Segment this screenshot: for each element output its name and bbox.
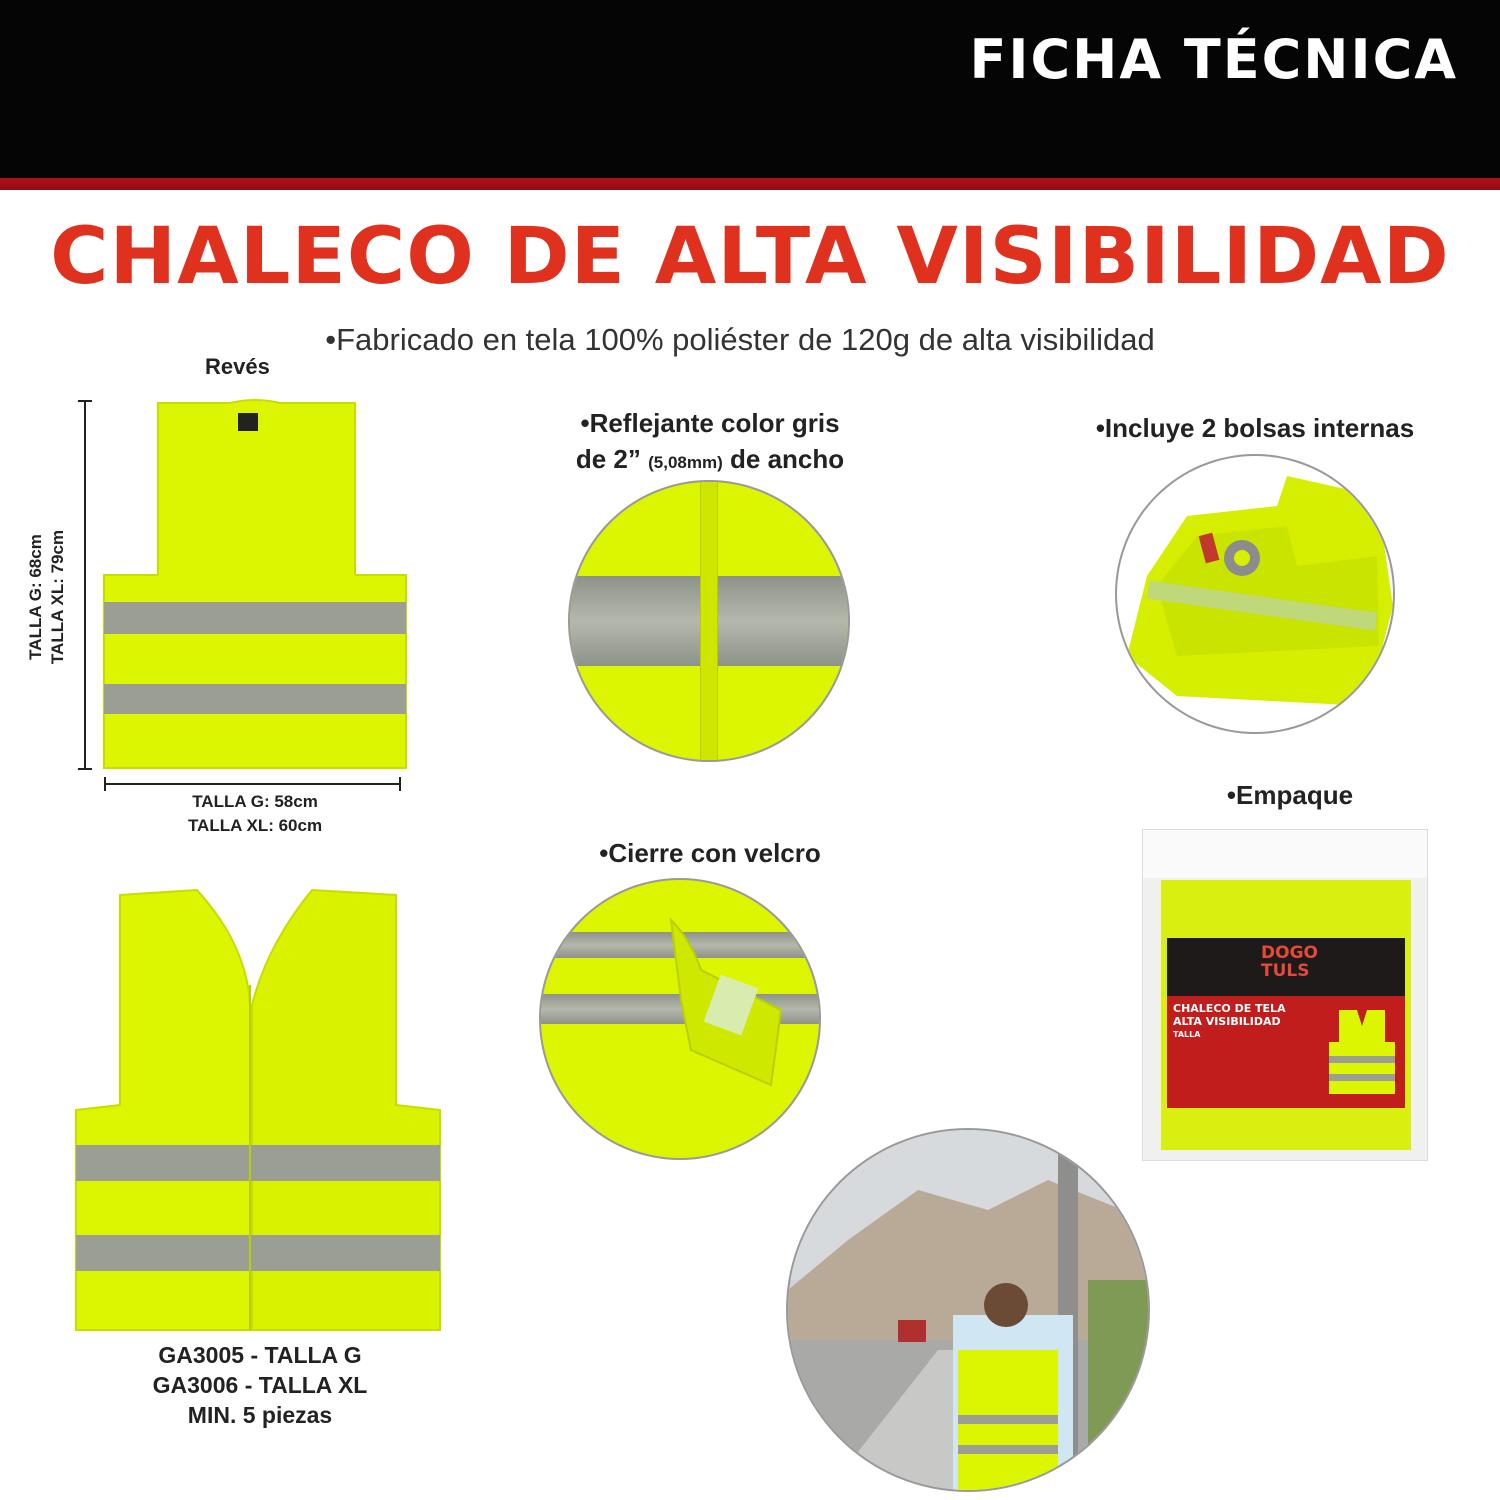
- height-labels: [25, 502, 69, 692]
- reflective-detail-circle: [570, 482, 848, 760]
- height-dimension-cap-top: [78, 400, 92, 402]
- vest-front-image: [72, 885, 444, 1333]
- header-red-stripe: [0, 178, 1500, 190]
- width-dimension-line: [104, 783, 401, 785]
- width-label-g: TALLA G: 58cm: [192, 792, 318, 811]
- reflective-width-inches: de 2”: [575, 444, 641, 474]
- width-dimension-cap-left: [104, 777, 106, 791]
- package-product-line2: ALTA VISIBILIDAD: [1173, 1015, 1281, 1028]
- package-brand-line1: DOGO: [1261, 943, 1318, 963]
- package-brand-band: [1167, 938, 1405, 996]
- model-size-g: GA3005 - TALLA G: [158, 1342, 362, 1368]
- velcro-caption: •Cierre con velcro: [599, 838, 821, 868]
- width-label-xl: TALLA XL: 60cm: [187, 816, 323, 835]
- reflective-caption-line2: [520, 441, 900, 481]
- reflective-caption-line1: •Reflejante color gris: [580, 408, 840, 438]
- height-dimension-line: [84, 400, 86, 770]
- package-size-label: TALLA: [1173, 1030, 1201, 1039]
- reflective-width-suffix: de ancho: [730, 444, 845, 474]
- package-product-line1: CHALECO DE TELA: [1173, 1002, 1286, 1015]
- vest-seam: [700, 482, 718, 760]
- header-title: FICHA TÉCNICA: [969, 28, 1458, 91]
- height-label-xl: TALLA XL: 79cm: [48, 529, 67, 665]
- material-description: •Fabricado en tela 100% poliéster de 120g de alta visibilidad: [325, 322, 1155, 357]
- model-size-xl: GA3006 - TALLA XL: [152, 1372, 368, 1398]
- usage-photo-circle: [788, 1130, 1148, 1490]
- package-brand: [1261, 944, 1318, 980]
- package-product-name: [1173, 1002, 1286, 1041]
- reflective-width-mm: (5,08mm): [648, 453, 723, 472]
- package-label: [1167, 996, 1405, 1108]
- back-view-label: Revés: [205, 354, 270, 379]
- vest-back-image: [100, 395, 410, 770]
- package-hanger: [1143, 830, 1427, 878]
- product-title: CHALECO DE ALTA VISIBILIDAD: [50, 212, 1450, 302]
- width-dimension-cap-right: [399, 777, 401, 791]
- velcro-detail-circle: [541, 880, 819, 1158]
- pockets-detail-circle: [1117, 456, 1393, 732]
- package-vest-thumbnail: [1327, 1006, 1397, 1096]
- model-info: [105, 1340, 415, 1430]
- width-labels: [100, 790, 410, 838]
- pockets-caption: •Incluye 2 bolsas internas: [1095, 413, 1415, 443]
- minimum-order: MIN. 5 piezas: [187, 1402, 333, 1428]
- height-dimension-cap-bottom: [78, 768, 92, 770]
- package-image: [1143, 830, 1427, 1160]
- reflective-caption: [520, 405, 900, 481]
- height-label-g: TALLA G: 68cm: [26, 534, 45, 660]
- package-brand-line2: TULS: [1261, 961, 1310, 981]
- packaging-caption: •Empaque: [1226, 780, 1354, 810]
